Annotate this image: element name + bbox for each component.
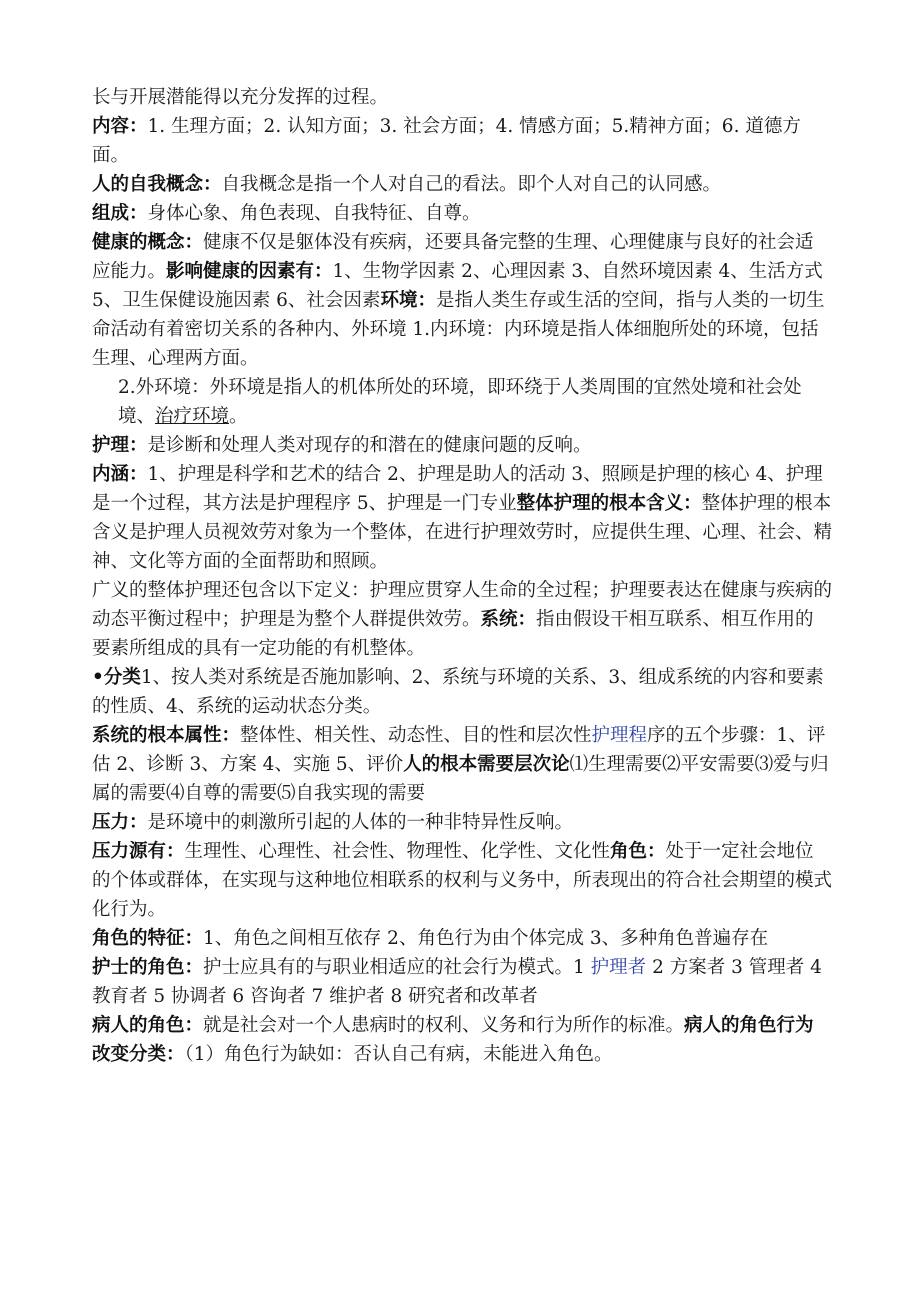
paragraph (92, 953, 832, 1011)
paragraph (92, 83, 832, 112)
term-heading: 人的根本需要层次论 (403, 754, 570, 775)
body-text: 1、角色之间相互依存 2、角色行为由个体完成 3、多种角色普遍存在 (203, 928, 769, 949)
paragraph (92, 431, 832, 460)
body-text: 。 (229, 406, 248, 427)
paragraph (92, 373, 832, 431)
term-heading: 压力： (92, 812, 148, 833)
body-text: 1. 生理方面；2. 认知方面；3. 社会方面；4. 情感方面；5.精神方面；6. 道德方面。 (92, 116, 801, 166)
body-text: ⑴生理需要⑵平安需要⑶爱与归属的需要⑷自尊的需要⑸自我实现的需要 (92, 754, 829, 804)
body-text: 生理性、心理性、社会性、物理性、化学性、文化性 (184, 841, 611, 862)
body-text: 自我概念是指一个人对自己的看法。即个人对自己的认同感。 (221, 174, 722, 195)
term-heading: 病人的角色： (92, 1015, 204, 1036)
term-heading: 人的自我概念： (92, 174, 222, 195)
term-heading: 护理： (92, 435, 148, 456)
paragraph (92, 199, 832, 228)
body-text: 健康不仅是躯体没有疾病，还要具备完整的生理、心理健康与良好的社会适应能力。 (92, 232, 814, 282)
body-text: 整体护理的根本含义是护理人员视效劳对象为一个整体，在进行护理效劳时，应提供生理、心理、社会、精神、文化等方面的全面帮助和照顾。 (92, 493, 833, 572)
paragraph (92, 170, 832, 199)
term-heading: •分类 (92, 667, 141, 688)
document-body (92, 83, 832, 1069)
term-heading: 整体护理的根本含义： (516, 493, 702, 514)
body-text: 序的五个步骤：1、评估 2、诊断 3、方案 4、实施 5、评价 (92, 725, 826, 775)
body-text: 护士应具有的与职业相适应的社会行为模式。1 (203, 957, 591, 978)
term-heading: 健康的概念： (92, 232, 204, 253)
body-text: 整体性、相关性、动态性、目的性和层次性 (240, 725, 592, 746)
term-heading: 组成： (92, 203, 148, 224)
body-text: 长与开展潜能得以充分发挥的过程。 (92, 87, 389, 108)
body-text: （1）角色行为缺如：否认自己有病，未能进入角色。 (184, 1044, 613, 1065)
paragraph (92, 1011, 832, 1069)
body-text: 2.外环境：外环境是指人的机体所处的环境，即环绕于人类周围的宜然处境和社会处境、 (118, 377, 802, 427)
term-heading: 内容： (92, 116, 148, 137)
term-heading: 内涵： (92, 464, 148, 485)
body-text: 广义的整体护理还包含以下定义：护理应贯穿人生命的全过程；护理要表达在健康与疾病的动态平衡过程中；护理是为整个人群提供效劳。 (92, 580, 833, 630)
term-heading: 角色： (610, 841, 666, 862)
term-heading: 压力源有： (92, 841, 185, 862)
paragraph (92, 228, 832, 373)
term-heading: 护士的角色： (92, 957, 204, 978)
linked-term[interactable]: 护理程 (591, 725, 648, 746)
body-text: 1、生物学因素 2、心理因素 3、自然环境因素 4、生活方式 5、卫生保健设施因素 6、社会因素 (92, 261, 823, 311)
body-text: 是诊断和处理人类对现存的和潜在的健康问题的反响。 (147, 435, 592, 456)
body-text: 1、护理是科学和艺术的结合 2、护理是助人的活动 3、照顾是护理的核心 4、护理是一个过程，其方法是护理程序 5、护理是一门专业 (92, 464, 823, 514)
body-text: 是指人类生存或生活的空间，指与人类的一切生命活动有着密切关系的各种内、外环境 1.内环境：内环境是指人体细胞所处的环境，包括生理、心理两方面。 (92, 290, 825, 369)
term-heading: 病人的角色行为改变分类： (92, 1015, 814, 1065)
paragraph (92, 112, 832, 170)
body-text: 2 方案者 3 管理者 4 教育者 5 协调者 6 咨询者 7 维护者 8 研究者和改革者 (92, 957, 822, 1007)
paragraph (92, 721, 832, 808)
paragraph (92, 663, 832, 721)
body-text: 是环境中的刺激所引起的人体的一种非特异性反响。 (147, 812, 574, 833)
paragraph (92, 808, 832, 837)
term-heading: 系统： (480, 609, 537, 630)
linked-term[interactable]: 护理者 (590, 957, 647, 978)
paragraph (92, 460, 832, 576)
body-text: 治疗环境 (155, 406, 230, 427)
body-text: 指由假设干相互联系、相互作用的要素所组成的具有一定功能的有机整体。 (92, 609, 814, 659)
body-text: 就是社会对一个人患病时的权利、义务和行为所作的标准。 (203, 1015, 685, 1036)
paragraph (92, 837, 832, 924)
body-text: 1、按人类对系统是否施加影响、2、系统与环境的关系、3、组成系统的内容和要素的性质、4、系统的运动状态分类。 (92, 667, 824, 717)
paragraph (92, 924, 832, 953)
term-heading: 角色的特征： (92, 928, 204, 949)
paragraph (92, 576, 832, 663)
term-heading: 系统的根本属性： (92, 725, 241, 746)
body-text: 处于一定社会地位的个体或群体，在实现与这种地位相联系的权利与义务中，所表现出的符合社会期望的模式化行为。 (92, 841, 833, 920)
term-heading: 影响健康的因素有： (166, 261, 333, 282)
body-text: 身体心象、角色表现、自我特征、自尊。 (147, 203, 481, 224)
term-heading: 环境： (380, 290, 436, 311)
